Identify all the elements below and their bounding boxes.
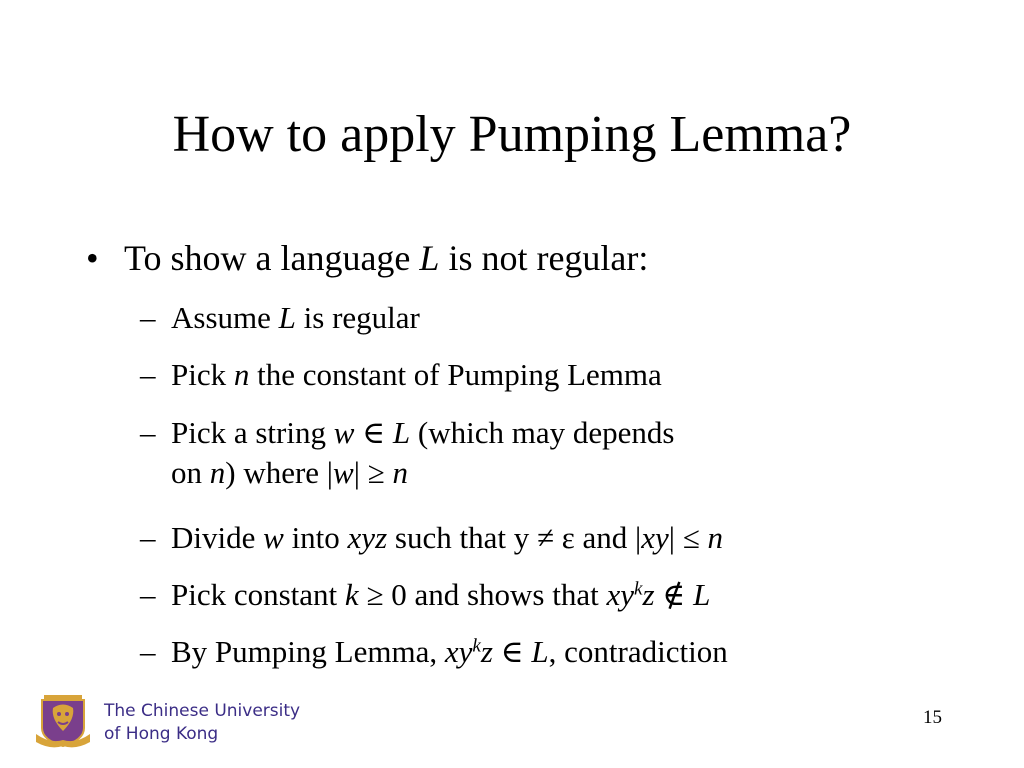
sub-text: into <box>283 520 348 555</box>
sub-var: w <box>333 415 355 450</box>
sub-item-pick-n <box>140 355 662 395</box>
sub-text: ) where | <box>225 455 334 490</box>
sub-item-pumping <box>140 632 728 672</box>
sub-text: on <box>171 455 210 490</box>
sub-var: xy <box>606 577 634 612</box>
sub-text: By Pumping Lemma, <box>171 634 445 669</box>
bullet-text-after: is not regular: <box>439 238 649 278</box>
bullet-var: L <box>419 238 440 278</box>
sub-superscript: k <box>472 635 481 657</box>
sub-text: such that y ≠ ε and | <box>387 520 642 555</box>
sub-var: L <box>392 415 411 450</box>
sub-var: z <box>642 577 655 612</box>
bullet-marker: • <box>86 238 99 278</box>
sub-var: k <box>344 577 359 612</box>
sub-text: Pick constant <box>171 577 345 612</box>
university-name-line1: The Chinese University <box>104 701 301 721</box>
sub-marker: – <box>140 634 156 669</box>
sub-item-assume <box>140 298 420 338</box>
sub-text: | ≤ <box>668 520 708 555</box>
sub-var: n <box>392 455 408 490</box>
sub-marker: – <box>140 357 156 392</box>
sub-text: | ≥ <box>353 455 393 490</box>
sub-superscript: k <box>634 578 643 600</box>
slide-title: How to apply Pumping Lemma? <box>172 106 852 163</box>
sub-text: (which may depends <box>410 415 675 450</box>
sub-var: n <box>233 357 250 392</box>
sub-marker: – <box>140 300 156 335</box>
sub-var: xy <box>444 634 473 669</box>
university-crest-icon <box>34 694 92 750</box>
bullet-text-before: To show a language <box>124 238 420 278</box>
sub-var: w <box>333 455 354 490</box>
sub-var: z <box>480 634 493 669</box>
sub-var: xyz <box>347 520 388 555</box>
main-bullet <box>86 234 648 282</box>
sub-text: ∈ <box>492 634 532 669</box>
sub-var: w <box>263 520 284 555</box>
sub-var: L <box>693 577 711 612</box>
sub-text: ∉ <box>654 577 694 612</box>
sub-text: Assume <box>171 300 279 335</box>
sub-marker: – <box>140 415 156 450</box>
sub-text: ∈ <box>354 415 393 450</box>
sub-text: the constant of Pumping Lemma <box>249 357 662 392</box>
sub-var: n <box>209 455 226 490</box>
sub-var: xy <box>641 520 669 555</box>
page-number: 15 <box>923 707 942 728</box>
sub-item-divide <box>140 518 723 558</box>
sub-marker: – <box>140 520 156 555</box>
sub-var: L <box>278 300 296 335</box>
sub-text: Pick a string <box>171 415 334 450</box>
sub-item-pick-string <box>140 413 674 493</box>
university-name <box>104 700 300 746</box>
sub-text: , contradiction <box>548 634 728 669</box>
university-name-line2: of Hong Kong <box>104 724 219 744</box>
sub-text: ≥ 0 and shows that <box>358 577 607 612</box>
sub-item-pick-k <box>140 575 710 615</box>
sub-text: Divide <box>171 520 264 555</box>
sub-text: Pick <box>171 357 234 392</box>
sub-marker: – <box>140 577 156 612</box>
sub-item-continuation <box>140 453 674 493</box>
sub-var: L <box>531 634 549 669</box>
sub-var: n <box>707 520 723 555</box>
sub-text: is regular <box>295 300 420 335</box>
